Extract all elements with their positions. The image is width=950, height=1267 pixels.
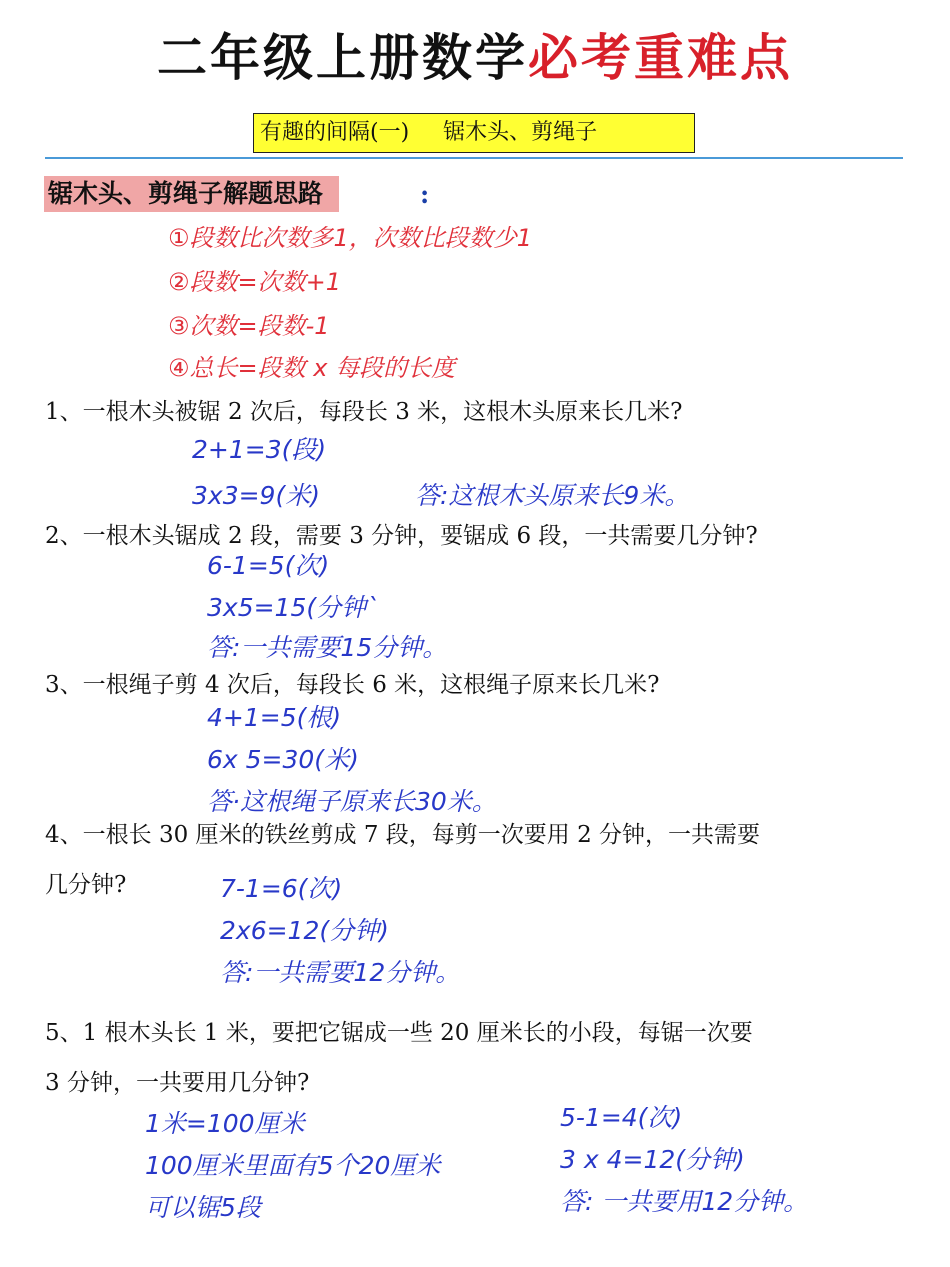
tips-heading: 锯木头、剪绳子解题思路 [44, 176, 339, 212]
title-black-part: 二年级上册数学 [157, 29, 528, 87]
q4-work-1: 7-1=6(次) [220, 874, 343, 903]
q1-answer: 答:这根木头原来长9米。 [415, 481, 690, 510]
q3-answer: 答·这根绳子原来长30米。 [207, 787, 497, 816]
q2-work-2: 3x5=15(分钟` [207, 593, 379, 622]
q5-work-left-2: 100厘米里面有5个20厘米 [145, 1151, 441, 1180]
q5-work-left-1: 1米=100厘米 [145, 1109, 305, 1138]
q2-answer: 答:一共需要15分钟。 [207, 633, 448, 662]
tips-colon: : [420, 180, 430, 209]
question-4-line-2: 几分钟? [45, 872, 127, 898]
subtitle-right: 锯木头、剪绳子 [443, 120, 598, 145]
title-red-part: 必考重难点 [528, 29, 793, 87]
subtitle-box [253, 113, 695, 153]
q5-work-right-2: 3 x 4=12(分钟) [560, 1145, 745, 1174]
question-4-line-1: 4、一根长 30 厘米的铁丝剪成 7 段，每剪一次要用 2 分钟，一共需要 [45, 822, 761, 848]
q4-answer: 答:一共需要12分钟。 [220, 958, 461, 987]
tip-item: ④总长=段数 x 每段的长度 [168, 354, 456, 382]
q1-work-2: 3x3=9(米) [192, 481, 320, 510]
q3-work-2: 6x 5=30(米) [207, 745, 359, 774]
q5-work-left-3: 可以锯5段 [145, 1193, 261, 1222]
q2-work-1: 6-1=5(次) [207, 551, 330, 580]
question-5-line-1: 5、1 根木头长 1 米，要把它锯成一些 20 厘米长的小段，每锯一次要 [45, 1020, 753, 1046]
q5-answer: 答: 一共要用12分钟。 [560, 1187, 809, 1216]
tip-item: ①段数比次数多1，次数比段数少1 [168, 224, 533, 252]
question-5-line-2: 3 分钟，一共要用几分钟? [45, 1070, 310, 1096]
page-title [0, 18, 950, 90]
subtitle-left: 有趣的间隔(一) [260, 120, 410, 145]
question-3: 3、一根绳子剪 4 次后，每段长 6 米，这根绳子原来长几米? [45, 672, 660, 698]
tip-item: ②段数=次数+1 [168, 268, 342, 296]
question-1: 1、一根木头被锯 2 次后，每段长 3 米，这根木头原来长几米? [45, 399, 683, 425]
question-2: 2、一根木头锯成 2 段，需要 3 分钟，要锯成 6 段，一共需要几分钟? [45, 523, 758, 549]
q1-work-1: 2+1=3(段) [192, 435, 327, 464]
q5-work-right-1: 5-1=4(次) [560, 1103, 683, 1132]
tip-item: ③次数=段数-1 [168, 312, 330, 340]
q3-work-1: 4+1=5(根) [207, 703, 342, 732]
q4-work-2: 2x6=12(分钟) [220, 916, 389, 945]
divider-line [45, 157, 903, 159]
